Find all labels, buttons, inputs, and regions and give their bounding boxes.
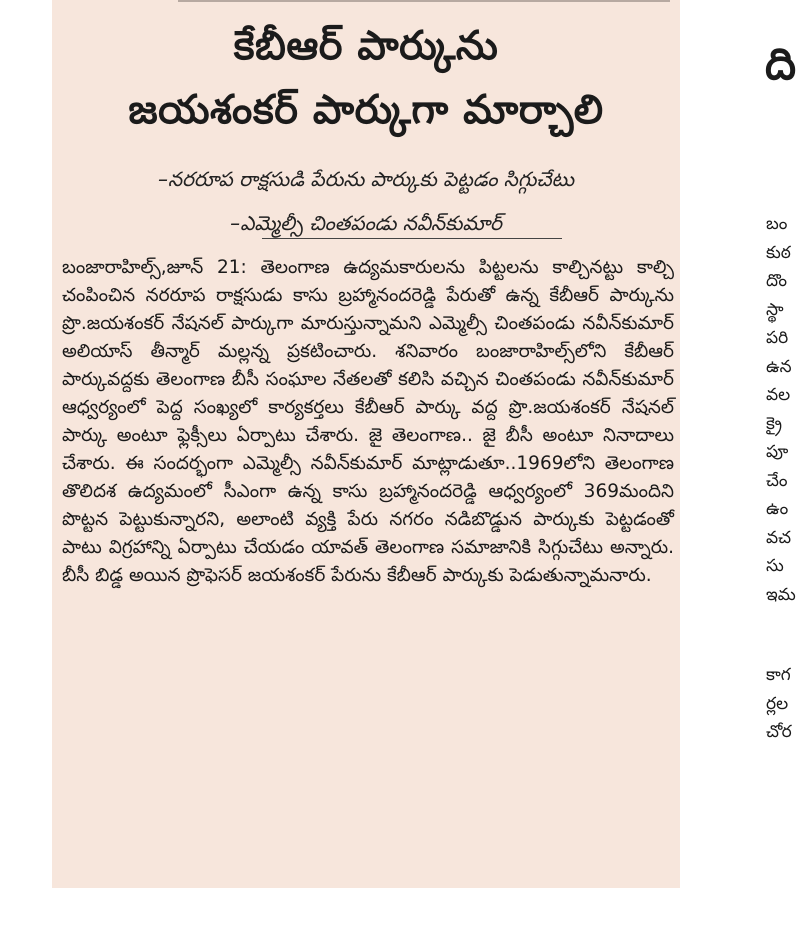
headline-line-1: కేబీఆర్ పార్కును (233, 23, 499, 69)
adjacent-column-line: కాగ (766, 665, 791, 685)
adjacent-column-line: ఇమ (766, 584, 796, 605)
adjacent-column-line: క్రై (766, 413, 783, 434)
adjacent-column-line: వచ (766, 527, 792, 548)
adjacent-column-lines (766, 210, 800, 609)
adjacent-column (766, 210, 800, 747)
adjacent-column-line: ఉం (766, 499, 789, 519)
adjacent-column-line: దొం (766, 271, 787, 291)
adjacent-column-line: ఉన (766, 356, 792, 377)
top-rule (178, 0, 670, 2)
adjacent-column-line: సు (766, 556, 784, 576)
adjacent-column-line: పూ (766, 442, 789, 462)
subheadline: –నరరూప రాక్షసుడి పేరును పార్కుకు పెట్టడం సిగ్గుచేటు (157, 167, 574, 191)
adjacent-column-line: చోర (766, 722, 792, 742)
adjacent-column-line: బం (766, 214, 788, 234)
news-article (52, 0, 680, 888)
headline-line-2: జయశంకర్ పార్కుగా మార్చాలి (128, 87, 604, 133)
adjacent-column-line: పరి (766, 328, 789, 348)
adjacent-column-line: ర్లల (766, 693, 789, 714)
adjacent-column-line: స్థా (766, 299, 784, 320)
adjacent-column-line: కుఠ (766, 242, 791, 263)
paragraph-gap (766, 609, 800, 661)
byline-underline (262, 238, 562, 239)
byline: –ఎమ్మెల్సీ చింతపండు నవీన్‌కుమార్ (230, 211, 502, 235)
adjacent-column-line: వల (766, 385, 791, 405)
adjacent-column-lines-2 (766, 661, 800, 747)
adjacent-column-line: చేం (766, 470, 788, 491)
adjacent-headline-fragment: ది (765, 40, 797, 90)
article-body: బంజారాహిల్స్,జూన్ 21: తెలంగాణ ఉద్యమకారులను పిట్టలను కాల్చినట్టు కాల్చి చంపించిన నరరూప రాక్షసుడు కాసు బ్రహ్మానందరెడ్డి పేరుతో ఉన్న కేబీఆర్ పార్కును ప్రొ.జయశంకర్ నేషనల్ పార్కుగా మారుస్తున్నామని ఎమ్మెల్సీ చింతపండు నవీన్‌కుమార్ అలియాస్ తీన్మార్ మల్లన్న ప్రకటించారు. శనివారం బంజారాహిల్స్‌లోని కేబీఆర్ పార్కువద్దకు తెలంగాణ బీసీ సంఘాల నేతలతో కలిసి వచ్చిన చింతపండు నవీన్‌కుమార్ ఆధ్వర్యంలో పెద్ద సంఖ్యలో కార్యకర్తలు కేబీఆర్ పార్కు వద్ద ప్రొ.జయశంకర్ నేషనల్ పార్కు అంటూ ఫ్లెక్సీలు ఏర్పాటు చేశారు. జై తెలంగాణ.. జై బీసీ అంటూ నినాదాలు చేశారు. ఈ సందర్భంగా ఎమ్మెల్సీ నవీన్‌కుమార్ మాట్లాడుతూ..1969లోని తెలంగాణ తొలిదశ ఉద్యమంలో సీఎంగా ఉన్న కాసు బ్రహ్మానందరెడ్డి ఆధ్వర్యంలో 369మందిని పొట్టన పెట్టుకున్నారని, అలాంటి వ్యక్తి పేరు నగరం నడిబొడ్డున పార్కుకు పెట్టడంతో పాటు విగ్రహాన్ని ఏర్పాటు చేయడం యావత్ తెలంగాణ సమాజానికి సిగ్గుచేటు అన్నారు. బీసీ బిడ్డ అయిన ప్రొఫెసర్ జయశంకర్ పేరును కేబీఆర్ పార్కుకు పెడుతున్నామనారు. (62, 257, 674, 586)
